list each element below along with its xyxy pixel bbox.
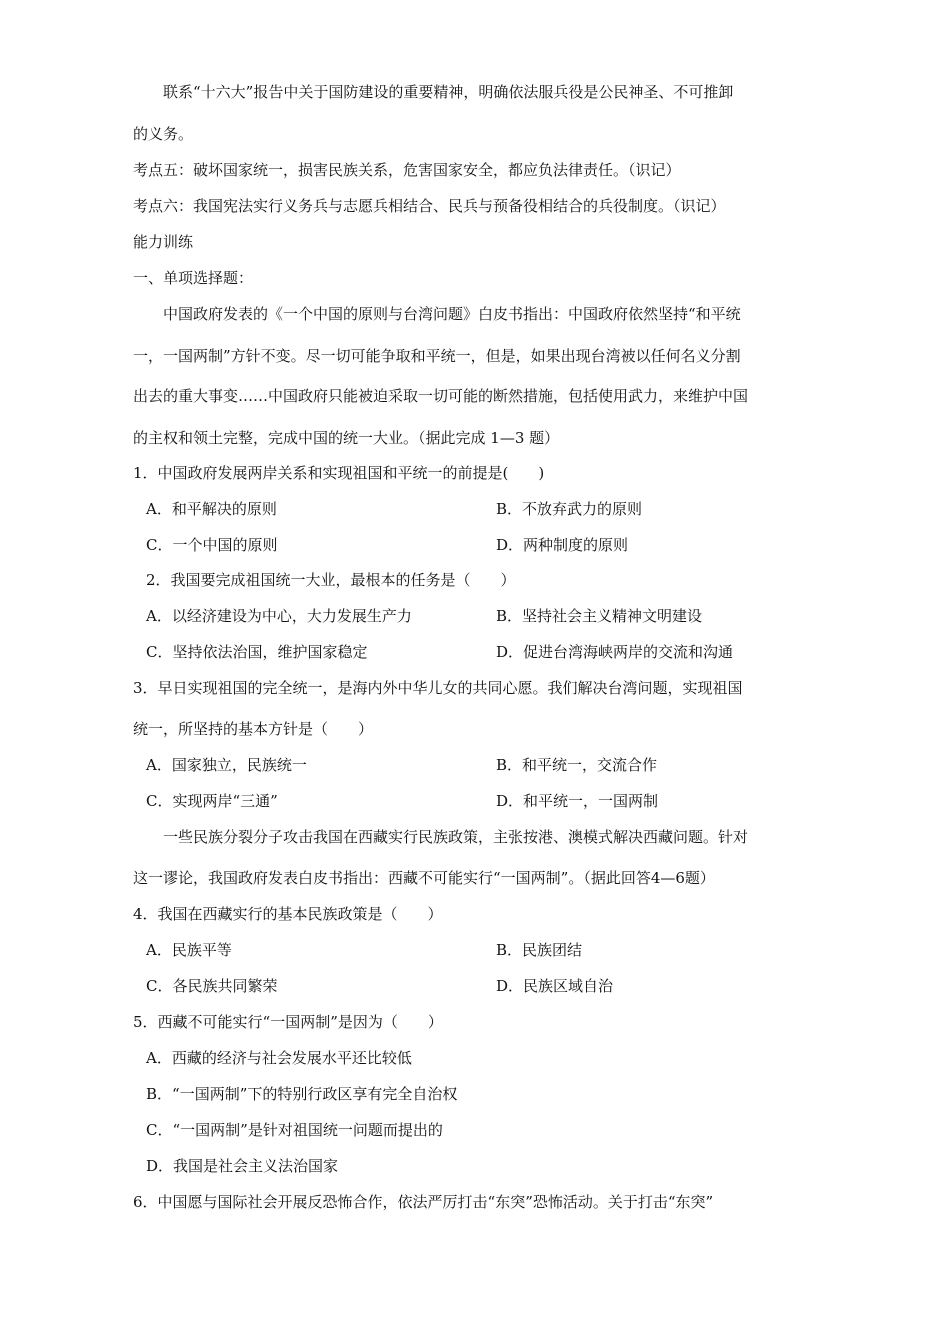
question-2-option-a: A．以经济建设为中心，大力发展生产力 xyxy=(146,607,412,625)
question-2-option-b: B．坚持社会主义精神文明建设 xyxy=(496,607,703,625)
question-2-option-c: C．坚持依法治国，维护国家稳定 xyxy=(146,643,368,661)
question-4-option-a: A．民族平等 xyxy=(146,941,232,959)
question-4-option-c: C．各民族共同繁荣 xyxy=(146,977,278,995)
question-5-stem: 5．西藏不可能实行“一国两制”是因为（ ） xyxy=(133,1013,443,1031)
passage1-line-1: 中国政府发表的《一个中国的原则与台湾问题》白皮书指出：中国政府依然坚持“和平统 xyxy=(163,305,741,323)
kaodian-5: 考点五：破坏国家统一，损害民族关系，危害国家安全，都应负法律责任。（识记） xyxy=(133,161,681,179)
question-5-option-d: D．我国是社会主义法治国家 xyxy=(146,1157,339,1175)
question-1-option-b: B．不放弃武力的原则 xyxy=(496,500,643,518)
question-4-stem: 4．我国在西藏实行的基本民族政策是（ ） xyxy=(133,905,443,923)
question-2-stem: 2．我国要完成祖国统一大业，最根本的任务是（ ） xyxy=(146,571,516,589)
question-3-option-d: D．和平统一，一国两制 xyxy=(496,792,659,810)
question-1-stem: 1．中国政府发展两岸关系和实现祖国和平统一的前提是( ) xyxy=(133,464,545,482)
question-4-option-b: B．民族团结 xyxy=(496,941,583,959)
question-3-option-c: C．实现两岸“三通” xyxy=(146,792,278,810)
question-5-option-b: B．“一国两制”下的特别行政区享有完全自治权 xyxy=(146,1085,458,1103)
question-3-option-b: B．和平统一，交流合作 xyxy=(496,756,658,774)
question-3-stem-line-2: 统一，所坚持的基本方针是（ ） xyxy=(133,720,374,738)
question-2-option-d: D．促进台湾海峡两岸的交流和沟通 xyxy=(496,643,734,661)
question-3-option-a: A．国家独立，民族统一 xyxy=(146,756,307,774)
question-1-option-a: A．和平解决的原则 xyxy=(146,500,277,518)
part-title: 一、单项选择题： xyxy=(133,269,254,287)
passage1-line-2: 一，一国两制”方针不变。尽一切可能争取和平统一，但是，如果出现台湾被以任何名义分割 xyxy=(133,347,741,365)
question-1-option-d: D．两种制度的原则 xyxy=(496,536,629,554)
question-5-option-a: A．西藏的经济与社会发展水平还比较低 xyxy=(146,1049,412,1067)
passage1-line-3: 出去的重大事变……中国政府只能被迫采取一切可能的断然措施，包括使用武力，来维护中国 xyxy=(133,387,749,405)
intro-paragraph-line-2: 的义务。 xyxy=(133,125,194,143)
question-4-option-d: D．民族区域自治 xyxy=(496,977,614,995)
passage1-line-4: 的主权和领土完整，完成中国的统一大业。（据此完成 1—3 题） xyxy=(133,429,560,447)
question-1-option-c: C．一个中国的原则 xyxy=(146,536,278,554)
kaodian-6: 考点六：我国宪法实行义务兵与志愿兵相结合、民兵与预备役相结合的兵役制度。（识记） xyxy=(133,197,726,215)
intro-paragraph-line-1: 联系“十六大”报告中关于国防建设的重要精神，明确依法服兵役是公民神圣、不可推卸 xyxy=(163,83,734,101)
question-3-stem-line-1: 3．早日实现祖国的完全统一，是海内外中华儿女的共同心愿。我们解决台湾问题，实现祖国 xyxy=(133,679,743,697)
question-6-stem: 6．中国愿与国际社会开展反恐怖合作，依法严厉打击“东突”恐怖活动。关于打击“东突” xyxy=(133,1193,714,1211)
passage2-line-2: 这一谬论，我国政府发表白皮书指出：西藏不可能实行“一国两制”。（据此回答4—6题） xyxy=(133,869,715,887)
passage2-line-1: 一些民族分裂分子攻击我国在西藏实行民族政策，主张按港、澳模式解决西藏问题。针对 xyxy=(163,828,749,846)
question-5-option-c: C．“一国两制”是针对祖国统一问题而提出的 xyxy=(146,1121,443,1139)
section-title: 能力训练 xyxy=(133,233,194,251)
